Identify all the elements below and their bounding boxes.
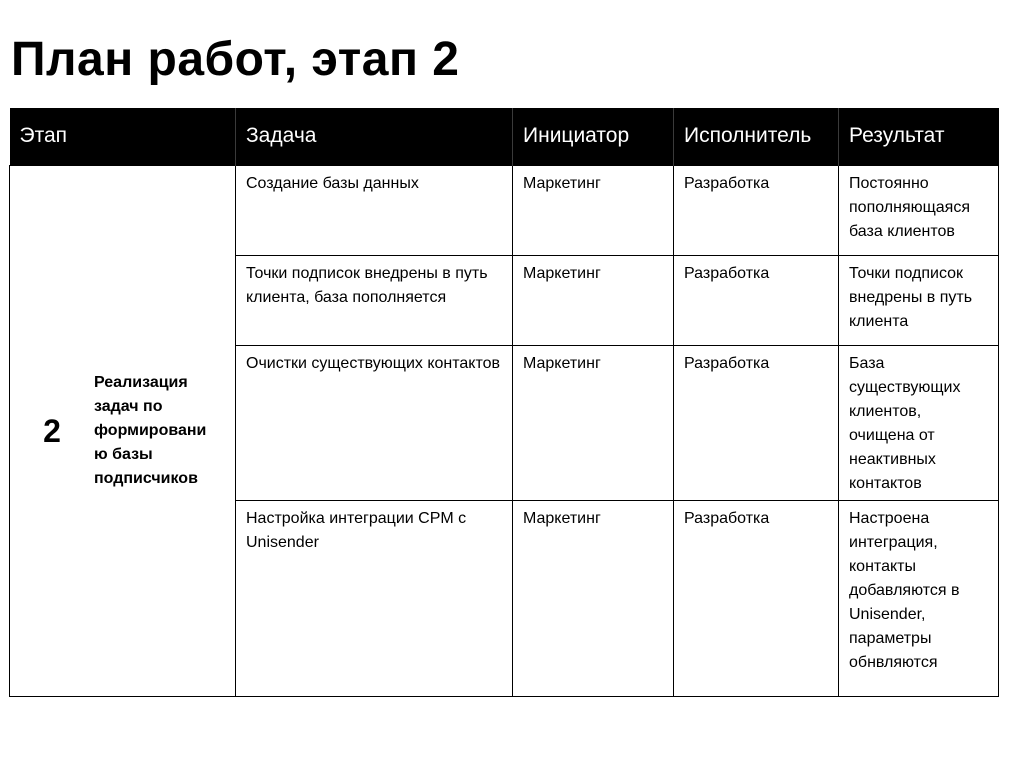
result-cell: Точки подписок внедрены в путь клиента	[839, 255, 999, 345]
initiator-cell: Маркетинг	[513, 345, 674, 500]
task-cell: Очистки существующих контактов	[236, 345, 513, 500]
stage-number: 2	[43, 412, 61, 449]
header-executor: Исполнитель	[674, 108, 839, 165]
table-header-row	[10, 108, 999, 165]
executor-cell: Разработка	[674, 165, 839, 255]
initiator-cell: Маркетинг	[513, 255, 674, 345]
executor-cell: Разработка	[674, 255, 839, 345]
result-cell: База существующих клиентов, очищена от неактивных контактов	[839, 345, 999, 500]
task-cell: Создание базы данных	[236, 165, 513, 255]
result-cell: Постоянно пополняющаяся база клиентов	[839, 165, 999, 255]
result-cell: Настроена интеграция, контакты добавляются в Unisender, параметры обнвляются	[839, 500, 999, 696]
work-plan-table	[9, 108, 999, 697]
header-task: Задача	[236, 108, 513, 165]
task-cell: Точки подписок внедрены в путь клиента, база пополняется	[236, 255, 513, 345]
initiator-cell: Маркетинг	[513, 500, 674, 696]
executor-cell: Разработка	[674, 500, 839, 696]
initiator-cell: Маркетинг	[513, 165, 674, 255]
page-title: План работ, этап 2	[11, 33, 460, 86]
stage-cell	[10, 165, 236, 696]
header-result: Результат	[839, 108, 999, 165]
executor-cell: Разработка	[674, 345, 839, 500]
task-cell: Настройка интеграции CPM с Unisender	[236, 500, 513, 696]
header-initiator: Инициатор	[513, 108, 674, 165]
stage-name: Реализация задач по формировани ю базы подписчиков	[94, 373, 207, 487]
header-stage: Этап	[10, 108, 236, 165]
table-row	[10, 165, 999, 255]
